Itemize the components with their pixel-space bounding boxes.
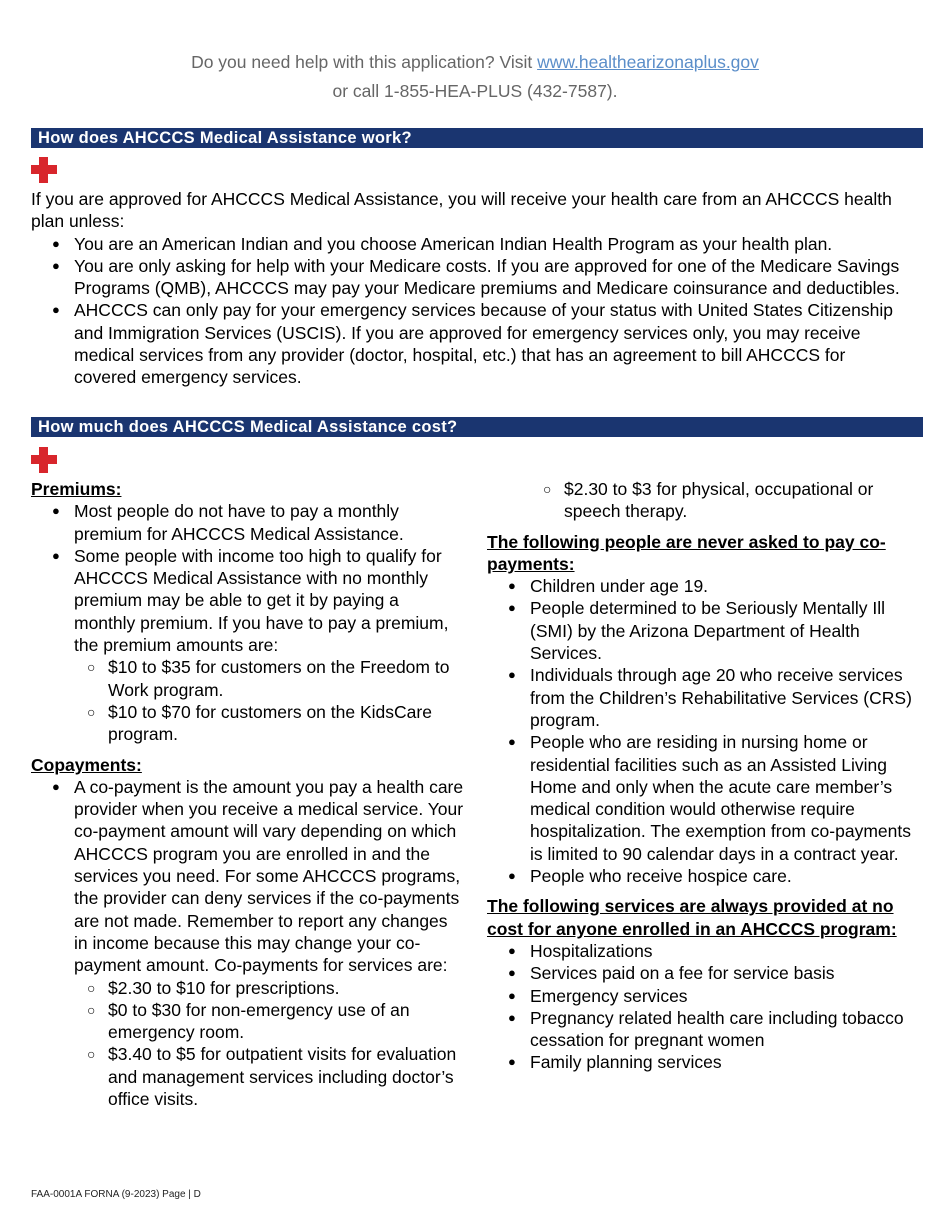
never-pay-heading: The following people are never asked to pay co-payments: xyxy=(487,531,886,574)
right-column xyxy=(487,478,923,1074)
section-header-cost: How much does AHCCCS Medical Assistance cost? xyxy=(31,417,923,437)
list-item: ● Children under age 19. xyxy=(487,575,923,597)
red-cross-icon xyxy=(31,447,57,473)
premiums-heading: Premiums: xyxy=(31,479,122,499)
list-item: ● You are only asking for help with your Medicare costs. If you are approved for one of the Medicare Savings Programs (QMB), AHCCCS may pay your Medicare premiums and Medicare coinsurance and deductibles. xyxy=(31,255,911,300)
sub-list-item: ○ $10 to $70 for customers on the KidsCare program. xyxy=(31,701,465,746)
list-item: ● Hospitalizations xyxy=(487,940,923,962)
premiums-list xyxy=(31,500,465,745)
list-item: ● Pregnancy related health care including tobacco cessation for pregnant women xyxy=(487,1007,923,1052)
list-item: ● People who are residing in nursing home or residential facilities such as an Assisted Living Home and only when the acute care member’s medical condition would otherwise require hospitalization. The exemption from co-payments is limited to 90 calendar days in a contract year. xyxy=(487,731,923,865)
sub-list-item: ○ $3.40 to $5 for outpatient visits for evaluation and management services including doctor’s office visits. xyxy=(31,1043,465,1110)
sub-list-item: ○ $2.30 to $3 for physical, occupational or speech therapy. xyxy=(487,478,923,523)
list-item: ● People determined to be Seriously Mentally Ill (SMI) by the Arizona Department of Health Services. xyxy=(487,597,923,664)
list-item: ● A co-payment is the amount you pay a health care provider when you receive a medical service. Your co-payment amount will vary depending on which AHCCCS program you are enrolled in and the services you need. For some AHCCCS programs, the provider can deny services if the co-payments are not made. Remember to report any changes in income because this may change your co-payment amount. Co-payments for services are: xyxy=(31,776,465,977)
list-item: ● Emergency services xyxy=(487,985,923,1007)
sub-list-item: ○ $2.30 to $10 for prescriptions. xyxy=(31,977,465,999)
list-item: ● Most people do not have to pay a monthly premium for AHCCCS Medical Assistance. xyxy=(31,500,465,545)
list-item: ● Individuals through age 20 who receive services from the Children’s Rehabilitative Services (CRS) program. xyxy=(487,664,923,731)
list-item: ● Family planning services xyxy=(487,1051,923,1073)
section-header-how-it-works: How does AHCCCS Medical Assistance work? xyxy=(31,128,923,148)
never-pay-list xyxy=(487,575,923,887)
copayments-list-continued xyxy=(487,478,923,523)
list-item: ● AHCCCS can only pay for your emergency services because of your status with United States Citizenship and Immigration Services (USCIS). If you are approved for emergency services only, you may receive medical services from any provider (doctor, hospital, etc.) that has an agreement to bill AHCCCS for covered emergency services. xyxy=(31,299,911,388)
form-footer: FAA-0001A FORNA (9-2023) Page | D xyxy=(31,1189,201,1200)
list-item: ● You are an American Indian and you choose American Indian Health Program as your health plan. xyxy=(31,233,911,255)
no-cost-list xyxy=(487,940,923,1074)
list-item: ● Services paid on a fee for service basis xyxy=(487,962,923,984)
list-item: ● People who receive hospice care. xyxy=(487,865,923,887)
copayments-list xyxy=(31,776,465,1110)
list-item: ● Some people with income too high to qualify for AHCCCS Medical Assistance with no monthly premium may be able to get it by paying a monthly premium. If you have to pay a premium, the premium amounts are: xyxy=(31,545,465,656)
help-website-link[interactable]: www.healthearizonaplus.gov xyxy=(537,52,759,72)
red-cross-icon xyxy=(31,157,57,183)
sub-list-item: ○ $10 to $35 for customers on the Freedom to Work program. xyxy=(31,656,465,701)
section1-intro: If you are approved for AHCCCS Medical Assistance, you will receive your health care from an AHCCCS health plan unless: xyxy=(31,189,892,232)
sub-list-item: ○ $0 to $30 for non-emergency use of an emergency room. xyxy=(31,999,465,1044)
no-cost-heading: The following services are always provided at no cost for anyone enrolled in an AHCCCS program: xyxy=(487,896,897,939)
section1-body xyxy=(31,188,911,389)
help-line-1: Do you need help with this application? Visit www.healthearizonaplus.gov xyxy=(191,52,759,72)
copayments-heading: Copayments: xyxy=(31,754,142,775)
help-line-2: or call 1-855-HEA-PLUS (432-7587). xyxy=(332,81,618,101)
section1-list xyxy=(31,233,911,389)
left-column xyxy=(31,478,465,1110)
